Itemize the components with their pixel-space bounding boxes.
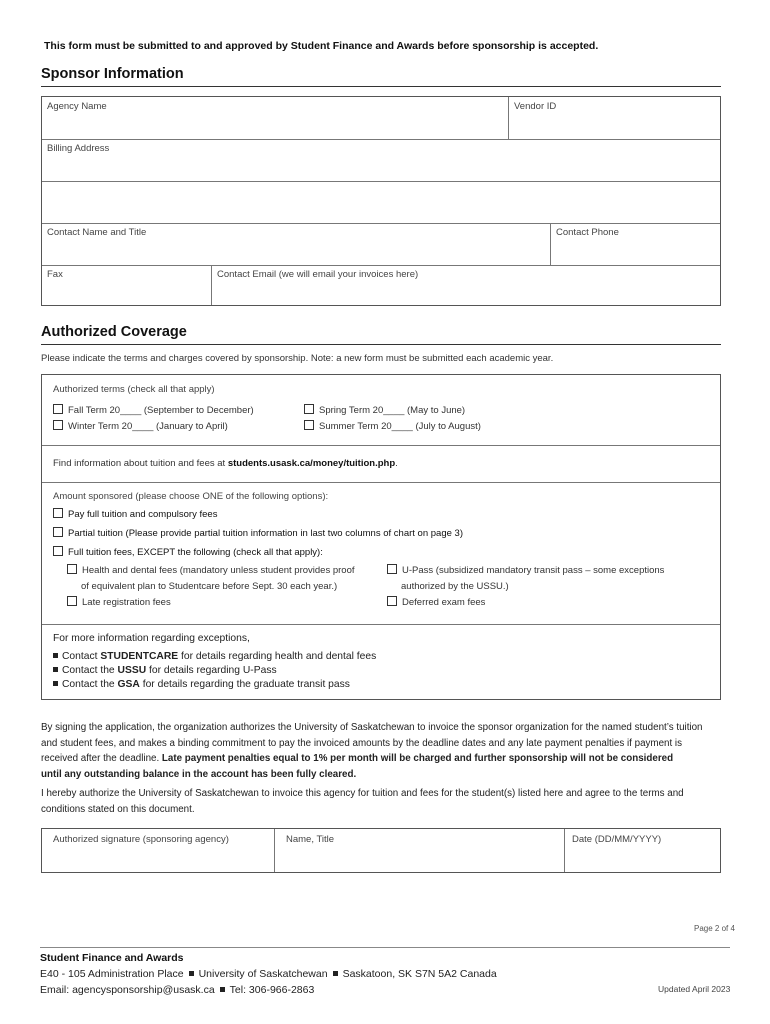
footer-address-2: University of Saskatchewan xyxy=(198,968,328,980)
coverage-title-rule xyxy=(41,344,721,345)
col-divider xyxy=(274,829,275,872)
authorization-line-2: conditions stated on this document. xyxy=(41,803,195,815)
summer-term-label: Summer Term 20____ (July to August) xyxy=(319,421,481,432)
more-info-studentcare xyxy=(53,651,376,662)
summer-term-option[interactable] xyxy=(304,421,481,432)
full-tuition-checkbox[interactable] xyxy=(53,508,63,518)
option-full-except[interactable] xyxy=(53,547,323,558)
footer-email[interactable]: Email: agencysponsorship@usask.ca xyxy=(40,984,215,996)
date-field[interactable]: Date (DD/MM/YYYY) xyxy=(572,834,662,845)
footer-rule xyxy=(40,947,730,948)
col-divider xyxy=(211,265,212,305)
partial-tuition-checkbox[interactable] xyxy=(53,527,63,537)
authorized-signature-field[interactable]: Authorized signature (sponsoring agency) xyxy=(53,834,229,845)
sponsor-info-table xyxy=(41,96,721,306)
vendor-id-field[interactable]: Vendor ID xyxy=(514,101,557,112)
gsa-post: for details regarding the graduate transit pass xyxy=(139,679,350,690)
health-dental-label-line2: of equivalent plan to Studentcare before Sept. 30 each year.) xyxy=(81,581,338,592)
fall-term-option[interactable] xyxy=(53,405,254,416)
deferred-exam-checkbox[interactable] xyxy=(387,596,397,606)
submission-notice: This form must be submitted to and approved by Student Finance and Awards before sponsorship is accepted. xyxy=(44,40,599,52)
agreement-paragraph xyxy=(41,720,731,817)
health-dental-label: Health and dental fees (mandatory unless student provides proof xyxy=(82,565,355,576)
partial-tuition-label: Partial tuition (Please provide partial tuition information in last two columns of chart on page 3) xyxy=(68,528,463,539)
row-divider xyxy=(42,139,720,140)
col-divider xyxy=(564,829,565,872)
updated-date: Updated April 2023 xyxy=(658,984,731,994)
spring-term-option[interactable] xyxy=(304,405,465,416)
studentcare-post: for details regarding health and dental fees xyxy=(178,651,377,662)
contact-phone-field[interactable]: Contact Phone xyxy=(556,227,619,238)
footer-org-name: Student Finance and Awards xyxy=(40,952,184,964)
col-divider xyxy=(550,223,551,265)
upass-label-line2: authorized by the USSU.) xyxy=(401,581,509,592)
health-dental-checkbox[interactable] xyxy=(67,564,77,574)
tuition-info-text xyxy=(53,458,398,469)
tuition-info-suffix: . xyxy=(395,458,398,469)
ussu-pre: Contact the xyxy=(62,665,118,676)
more-info-heading: For more information regarding exceptions, xyxy=(53,633,250,644)
amount-sponsored-label: Amount sponsored (please choose ONE of the following options): xyxy=(53,491,329,502)
ussu-bold: USSU xyxy=(117,665,147,676)
late-registration-label: Late registration fees xyxy=(82,597,171,608)
full-except-checkbox[interactable] xyxy=(53,546,63,556)
full-except-label: Full tuition fees, EXCEPT the following (check all that apply): xyxy=(68,547,323,558)
upass-checkbox[interactable] xyxy=(387,564,397,574)
coverage-intro: Please indicate the terms and charges covered by sponsorship. Note: a new form must be submitted each academic year. xyxy=(41,353,554,364)
upass-label: U-Pass (subsidized mandatory transit pass – some exceptions xyxy=(402,565,665,576)
ussu-post: for details regarding U-Pass xyxy=(146,665,277,676)
studentcare-pre: Contact xyxy=(62,651,101,662)
more-info-gsa xyxy=(53,679,350,690)
late-penalty-text: Late payment penalties equal to 1% per month will be charged and further sponsorship will not be considered xyxy=(161,753,674,764)
footer-contact xyxy=(40,984,314,996)
bullet-icon xyxy=(53,653,58,658)
row-divider xyxy=(42,181,720,182)
contact-email-field[interactable]: Contact Email (we will email your invoices here) xyxy=(217,269,419,280)
summer-term-checkbox[interactable] xyxy=(304,420,314,430)
contact-name-title-field[interactable]: Contact Name and Title xyxy=(47,227,147,238)
authorized-coverage-title: Authorized Coverage xyxy=(41,324,187,340)
option-partial-tuition[interactable] xyxy=(53,528,463,539)
separator-icon xyxy=(189,971,194,976)
gsa-pre: Contact the xyxy=(62,679,118,690)
row-divider xyxy=(42,223,720,224)
row-divider xyxy=(42,445,720,446)
agreement-line-2: and student fees, and makes a binding commitment to pay the invoiced amounts by the deadline dates and any late payment penalties if payment is xyxy=(41,737,682,749)
coverage-table xyxy=(41,374,721,700)
authorization-line-1: I hereby authorize the University of Saskatchewan to invoice this agency for tuition and fees for the student(s) listed here and agree to the terms and xyxy=(41,788,684,799)
agreement-line-3-pre: received after the deadline. xyxy=(41,753,162,764)
option-full-tuition[interactable] xyxy=(53,509,217,520)
row-divider xyxy=(42,624,720,625)
footer-address-3: Saskatoon, SK S7N 5A2 Canada xyxy=(342,968,497,980)
exception-deferred-exam[interactable] xyxy=(387,597,485,608)
fall-term-label: Fall Term 20____ (September to December) xyxy=(68,405,254,416)
sponsor-information-title: Sponsor Information xyxy=(41,66,184,82)
agreement-line-3 xyxy=(41,751,731,767)
billing-address-line2-field[interactable] xyxy=(47,185,707,215)
billing-address-field[interactable]: Billing Address xyxy=(47,143,110,154)
sponsor-title-rule xyxy=(41,86,721,87)
row-divider xyxy=(42,482,720,483)
col-divider xyxy=(508,97,509,139)
studentcare-bold: STUDENTCARE xyxy=(100,651,179,662)
fax-field[interactable]: Fax xyxy=(47,269,63,280)
spring-term-label: Spring Term 20____ (May to June) xyxy=(319,405,466,416)
fall-term-checkbox[interactable] xyxy=(53,404,63,414)
exception-health-dental[interactable] xyxy=(67,565,355,576)
name-title-field[interactable]: Name, Title xyxy=(286,834,335,845)
full-tuition-label: Pay full tuition and compulsory fees xyxy=(68,509,218,520)
authorized-terms-label: Authorized terms (check all that apply) xyxy=(53,384,215,395)
exception-upass[interactable] xyxy=(387,565,664,576)
winter-term-checkbox[interactable] xyxy=(53,420,63,430)
row-divider xyxy=(42,265,720,266)
winter-term-label: Winter Term 20____ (January to April) xyxy=(68,421,228,432)
agreement-line-4: until any outstanding balance in the account has been fully cleared. xyxy=(41,768,357,780)
bullet-icon xyxy=(53,681,58,686)
agency-name-field[interactable]: Agency Name xyxy=(47,101,107,112)
winter-term-option[interactable] xyxy=(53,421,228,432)
tuition-info-prefix: Find information about tuition and fees at xyxy=(53,458,228,469)
signature-table xyxy=(41,828,721,873)
bullet-icon xyxy=(53,667,58,672)
footer-tel: Tel: 306-966-2863 xyxy=(229,984,315,996)
agreement-line-1: By signing the application, the organization authorizes the University of Saskatchewan to invoice the sponsor organization for the named student’s tuition xyxy=(41,722,703,733)
late-registration-checkbox[interactable] xyxy=(67,596,77,606)
page-number: Page 2 of 4 xyxy=(694,924,735,933)
gsa-bold: GSA xyxy=(117,679,140,690)
footer-address-1: E40 - 105 Administration Place xyxy=(40,968,184,980)
spring-term-checkbox[interactable] xyxy=(304,404,314,414)
separator-icon xyxy=(220,987,225,992)
exception-late-registration[interactable] xyxy=(67,597,171,608)
more-info-ussu xyxy=(53,665,277,676)
footer-address xyxy=(40,968,497,980)
deferred-exam-label: Deferred exam fees xyxy=(402,597,486,608)
separator-icon xyxy=(333,971,338,976)
tuition-info-link[interactable]: students.usask.ca/money/tuition.php xyxy=(227,458,396,469)
